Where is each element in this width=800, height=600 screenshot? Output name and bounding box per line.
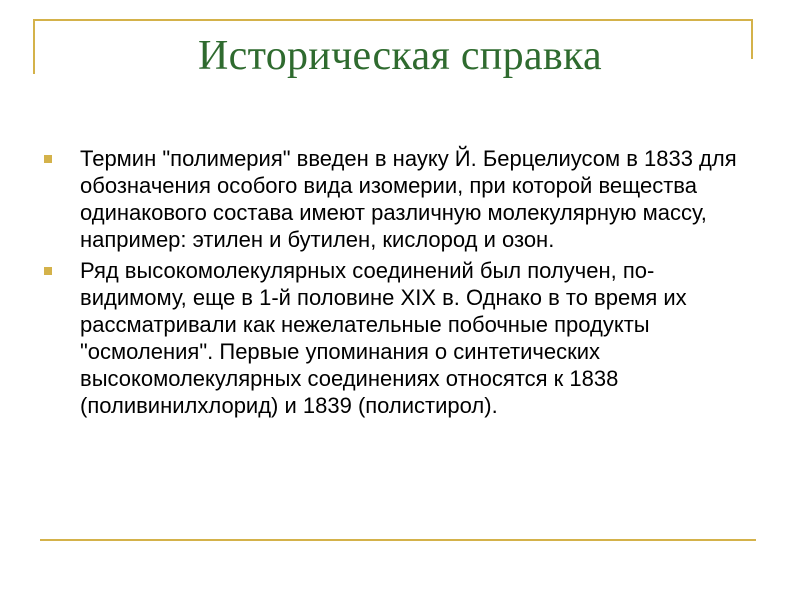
slide-title: Историческая справка [198, 33, 602, 79]
bullet-list [40, 145, 740, 423]
bullet-item [40, 145, 740, 253]
bullet-text: Ряд высокомолекулярных соединений был получен, по-видимому, еще в 1-й половине XIX в. Однако в то время их рассматривали как нежелательные побочные продукты "осмоления". Первые упоминания о синтетических высокомолекулярных соединениях относятся к 1838 (поливинилхлорид) и 1839 (полистирол). [80, 258, 687, 418]
square-bullet-icon [44, 155, 52, 163]
frame-top-line [33, 19, 753, 21]
frame-bottom-line [40, 539, 756, 541]
square-bullet-icon [44, 267, 52, 275]
bullet-text: Термин "полимерия" введен в науку Й. Берцелиусом в 1833 для обозначения особого вида изомерии, при которой вещества одинакового состава имеют различную молекулярную массу, например: этилен и бутилен, кислород и озон. [80, 146, 737, 252]
bullet-item [40, 257, 740, 419]
